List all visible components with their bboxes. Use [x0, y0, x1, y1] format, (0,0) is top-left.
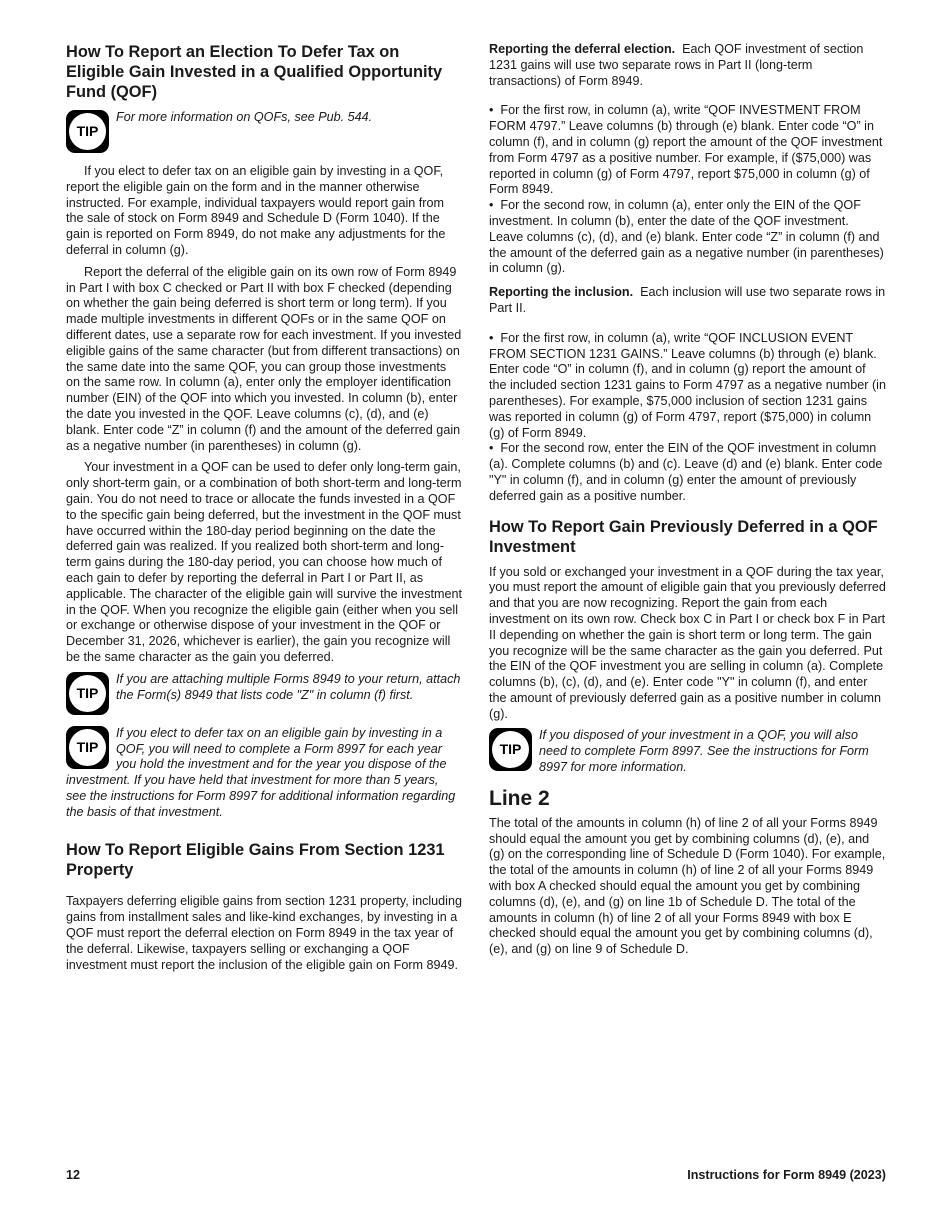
- line-2-heading: Line 2: [489, 786, 550, 810]
- tip-box: [66, 672, 462, 716]
- run-in-heading: Reporting the deferral election.: [489, 42, 676, 56]
- bullet-item: • For the first row, in column (a), write “QOF INCLUSION EVENT FROM SECTION 1231 GAINS.” Leave columns (b) through (e) blank. Enter code “O” in column (f), and in column (g) report the amount of the included section 1231 gains to Form 4797 as a negative number (in parentheses). For example, $75,000 inclusion of section 1231 gains was reported in column (g) of Form 4797, report ($75,000) in column (g) of Form 8949.: [489, 330, 886, 440]
- run-in-heading: Reporting the inclusion.: [489, 285, 634, 300]
- paragraph: If you elect to defer tax on an eligible gain by investing in a QOF, report the eligible gain on the form and in the manner otherwise instructed. For example, individual taxpayers would report gain from the sale of stock on Form 8949 and Schedule D (Form 1040). If the gain is reported on Form 8949, do not make any adjustments for the deferral in column (g).: [66, 164, 446, 257]
- tip-icon: TIP: [66, 672, 109, 715]
- section-heading-section-1231: How To Report Eligible Gains From Section 1231 Property: [66, 841, 445, 880]
- tip-text: If you disposed of your investment in a QOF, you will also need to complete Form 8997. See the instructions for Form 8997 for more information.: [539, 728, 869, 775]
- paragraph: If you sold or exchanged your investment in a QOF during the tax year, you must report the amount of eligible gain that you previously deferred and that you are now recognizing. Report the gain from each investment on its own row. Check box C in Part I or check box F in Part II depending on whether the gain is short term or long term. The gain you recognize will be the same character as the gain you deferred. Put the EIN of the QOF investment you are selling in column (a). Complete columns (b), (c), (d), and (e). Enter code "Y" in column (f), and enter the amount of previously deferred gain as a positive number in column (g).: [489, 564, 886, 721]
- paragraph: Taxpayers deferring eligible gains from section 1231 property, including gains from installment sales and like-kind exchanges, by investing in a QOF must report the deferral election on Form 8949 in the tax year of the deferral. Likewise, taxpayers selling or exchanging a QOF investment must report the inclusion of the eligible gain on Form 8949.: [66, 894, 462, 972]
- tip-text: If you elect to defer tax on an eligible gain by investing in a QOF, you will need to complete a Form 8997 for each year you hold the investment and for the year you dispose of the investment. If you have held that investment for more than 5 years, see the instructions for Form 8997 for additional information regarding the basis of that investment.: [66, 725, 456, 819]
- bullet-item: • For the second row, in column (a), enter only the EIN of the QOF investment. In column (b), enter the date of the QOF investment. Leave columns (c), (d), and (e) blank. Enter code “Z” in column (f) and the amount of the deferred gain as a negative number (in parentheses) in column (g).: [489, 198, 884, 276]
- right-column: [489, 42, 886, 964]
- section-heading-gain-previously-deferred: How To Report Gain Previously Deferred in a QOF Investment: [489, 517, 878, 556]
- footer-title: Instructions for Form 8949 (2023): [687, 1168, 886, 1182]
- section-heading-qof-election: How To Report an Election To Defer Tax on Eligible Gain Invested in a Qualified Opportunity Fund (QOF): [66, 43, 443, 101]
- bullet-item: • For the first row, in column (a), write “QOF INVESTMENT FROM FORM 4797.” Leave columns (b) through (e) blank. Enter code “O” in column (f), and in column (g) report the amount of the QOF investment from Form 4797 as a positive number. For example, if ($75,000) was reported in column (g) of Form 4797, report $75,000 in column (g) of Form 8949.: [489, 103, 883, 197]
- paragraph: The total of the amounts in column (h) of line 2 of all your Forms 8949 should equal the amount you get by combining columns (d), (e), and (g) on the corresponding line of Schedule D (Form 1040). For example, the total of the amounts in column (h) of line 2 of all your Forms 8949 with box A checked should equal the amount you get by combining columns (d), (e), and (g) on line 1b of Schedule D. The total of the amounts in column (h) of line 2 of all your Forms 8949 with box E checked should equal the amount you get by combining columns (d), (e), and (g) on line 9 of Schedule D.: [489, 815, 886, 957]
- tip-box: [489, 728, 886, 775]
- bullet-item: • For the second row, enter the EIN of the QOF investment in column (a). Complete columns (b) and (c). Leave (d) and (e) blank. Enter code "Y" in column (f), and in column (g) enter the amount of previously deferred gain as a positive number.: [489, 441, 883, 503]
- tip-icon: TIP: [66, 726, 109, 769]
- tip-icon: TIP: [66, 110, 109, 153]
- tip-box: [66, 726, 462, 821]
- left-column: [66, 42, 462, 979]
- tip-text: If you are attaching multiple Forms 8949 to your return, attach the Form(s) 8949 that lists code "Z" in column (f) first.: [116, 671, 461, 702]
- tip-text: For more information on QOFs, see Pub. 544.: [116, 110, 373, 124]
- paragraph: Report the deferral of the eligible gain on its own row of Form 8949 in Part I with box C checked or Part II with box F checked (depending on whether the gain being deferred is short term or long term). If you made multiple investments in different QOFs or in the same QOF on different dates, use a separate row for each investment. If you invested eligible gains of the same character (but from different transactions) on the same date into the same QOF, you can group those investments on the same row. In column (a), enter only the employer identification number (EIN) of the QOF into which you invested. In column (b), enter the date you invested in the QOF. Leave columns (c), (d), and (e) blank. Enter code “Z” in column (f) and the amount of the deferred gain as a negative number (in parentheses) in column (g).: [66, 264, 462, 453]
- tip-icon: TIP: [489, 728, 532, 771]
- paragraph-deferral: Reporting the deferral election. Each QOF investment of section 1231 gains will use two separate rows in Part II (long-term transactions) of Form 8949.: [489, 42, 864, 88]
- page-number: 12: [66, 1168, 81, 1182]
- tip-box: [66, 110, 462, 154]
- paragraph: Your investment in a QOF can be used to defer only long-term gain, only short-term gain, or a combination of both short-term and long-term gain. You do not need to trace or allocate the funds invested in a QOF to the specific gain being deferred, but the investment in the QOF must have occurred within the 180-day period beginning on the date the deferred gain was realized. If you realized both short-term and long-term gains during the 180-day period, you can choose how much of each gain to defer by reporting the deferral in Part I or Part II, as applicable. The character of the eligible gain will survive the investment in the QOF. When you recognize the eligible gain (either when you sell or exchange or otherwise dispose of your investment in the QOF or December 31, 2026, whichever is earlier), the gain you recognize will be the same character as the gain you deferred.: [66, 460, 462, 664]
- paragraph-inclusion: Reporting the inclusion. Each inclusion will use two separate rows in Part II.: [489, 285, 886, 315]
